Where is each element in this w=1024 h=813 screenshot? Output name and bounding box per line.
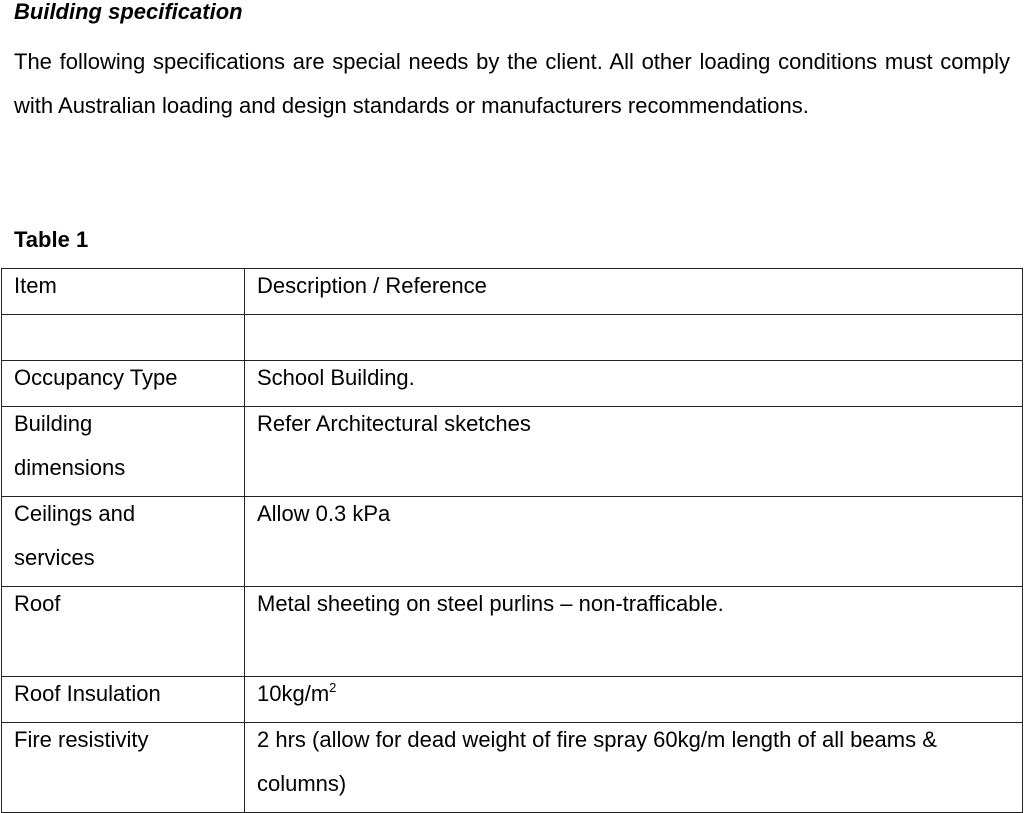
table-row bbox=[2, 497, 1023, 587]
desc-text: School Building. bbox=[257, 365, 415, 390]
desc-text: Allow 0.3 kPa bbox=[257, 501, 391, 526]
item-cell bbox=[2, 723, 245, 813]
desc-value: 10kg/m bbox=[257, 681, 330, 706]
header-cell bbox=[245, 269, 1023, 315]
desc-cell bbox=[245, 315, 1023, 361]
spec-table bbox=[1, 268, 1023, 813]
item-text: Roof Insulation bbox=[14, 681, 161, 706]
desc-text: Metal sheeting on steel purlins – non-trafficable. bbox=[257, 591, 724, 616]
desc-cell bbox=[245, 407, 1023, 497]
table-row bbox=[2, 723, 1023, 813]
header-item: Item bbox=[14, 273, 57, 298]
desc-cell bbox=[245, 723, 1023, 813]
table-row bbox=[2, 361, 1023, 407]
desc-text bbox=[257, 672, 1010, 716]
header-description: Description / Reference bbox=[257, 273, 487, 298]
desc-cell bbox=[245, 677, 1023, 723]
table-row bbox=[2, 315, 1023, 361]
item-cell bbox=[2, 407, 245, 497]
item-cell bbox=[2, 587, 245, 677]
table-row bbox=[2, 677, 1023, 723]
item-cell bbox=[2, 361, 245, 407]
item-text: Occupancy Type bbox=[14, 365, 178, 390]
table-header-row bbox=[2, 269, 1023, 315]
item-cell bbox=[2, 497, 245, 587]
table-label: Table 1 bbox=[14, 227, 89, 252]
item-cell bbox=[2, 677, 245, 723]
desc-cell bbox=[245, 587, 1023, 677]
item-cell bbox=[2, 315, 245, 361]
superscript: 2 bbox=[329, 680, 337, 695]
section-heading: Building specification bbox=[14, 0, 243, 24]
table-row bbox=[2, 587, 1023, 677]
table-row bbox=[2, 407, 1023, 497]
item-text: Fire resistivity bbox=[14, 727, 149, 752]
item-text: Building dimensions bbox=[14, 411, 126, 480]
desc-cell bbox=[245, 497, 1023, 587]
item-text: Ceilings and services bbox=[14, 501, 136, 570]
desc-cell bbox=[245, 361, 1023, 407]
desc-text: Refer Architectural sketches bbox=[257, 411, 531, 436]
header-cell bbox=[2, 269, 245, 315]
item-text: Roof bbox=[14, 591, 61, 616]
desc-text: 2 hrs (allow for dead weight of fire spray 60kg/m length of all beams & columns) bbox=[257, 727, 937, 796]
intro-paragraph: The following specifications are special needs by the client. All other loading conditions must comply with Australian loading and design standards or manufacturers recommendations. bbox=[14, 49, 1010, 118]
